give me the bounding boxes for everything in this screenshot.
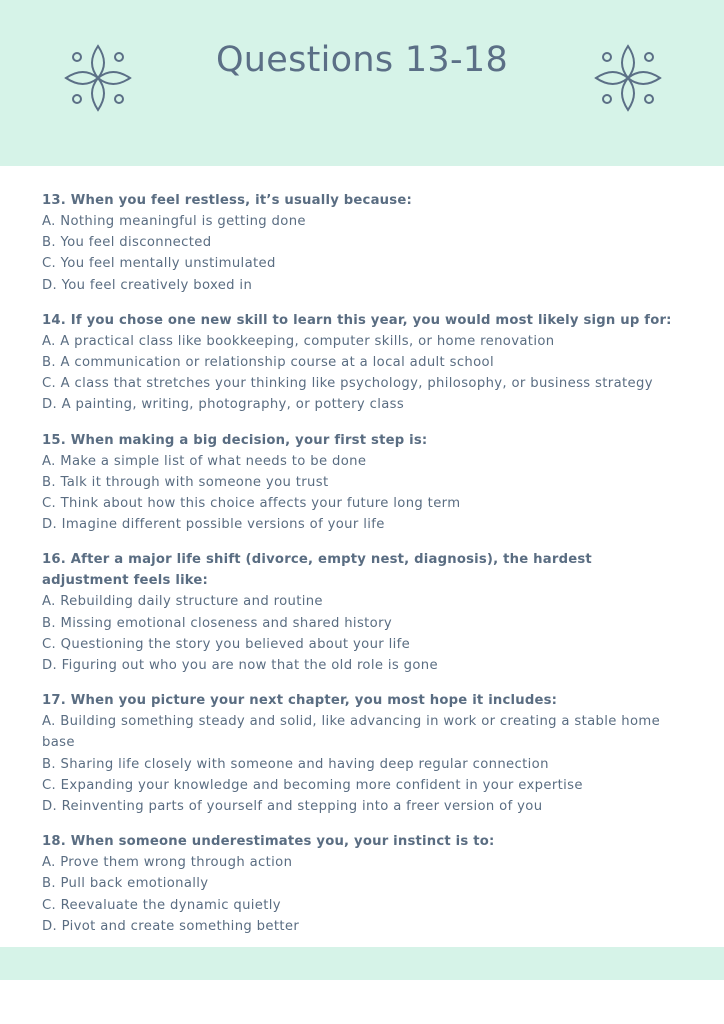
answer-option: A. Rebuilding daily structure and routine (42, 594, 323, 610)
answer-option: C. Reevaluate the dynamic quietly (42, 897, 281, 913)
question-block-15 (42, 430, 682, 536)
answer-option: B. Missing emotional closeness and shared history (42, 615, 393, 631)
answer-option: D. A painting, writing, photography, or pottery class (42, 397, 405, 413)
question-text: 16. After a major life shift (divorce, empty nest, diagnosis), the hardest adjustment feels like: (42, 552, 592, 589)
answer-option: D. Figuring out who you are now that the old role is gone (42, 658, 438, 674)
answer-option: D. You feel creatively boxed in (42, 277, 253, 293)
page-title: Questions 13-18 (215, 40, 509, 80)
question-text: 13. When you feel restless, it’s usually because: (42, 193, 412, 208)
header-band (0, 0, 724, 166)
question-block-13 (42, 190, 682, 296)
answer-option: A. A practical class like bookkeeping, computer skills, or home renovation (42, 333, 555, 349)
answer-option: C. A class that stretches your thinking like psychology, philosophy, or business strategy (42, 376, 653, 392)
question-text: 17. When you picture your next chapter, you most hope it includes: (42, 693, 558, 709)
answer-option: B. Pull back emotionally (42, 876, 209, 892)
floral-ornament-icon (592, 42, 664, 114)
answer-option: A. Nothing meaningful is getting done (42, 214, 306, 229)
question-block-18 (42, 831, 682, 937)
questions-list (42, 190, 682, 951)
question-block-14 (42, 310, 682, 416)
answer-option: C. Think about how this choice affects your future long term (42, 496, 461, 512)
question-block-16 (42, 549, 682, 676)
answer-option: C. Questioning the story you believed about your life (42, 636, 411, 652)
answer-option: B. A communication or relationship course at a local adult school (42, 355, 494, 371)
answer-option: A. Make a simple list of what needs to be done (42, 453, 367, 469)
answer-option: B. Talk it through with someone you trust (42, 474, 329, 490)
question-block-17 (42, 690, 682, 817)
answer-option: D. Reinventing parts of yourself and stepping into a freer version of you (42, 799, 543, 815)
question-text: 18. When someone underestimates you, your instinct is to: (42, 834, 495, 850)
answer-option: D. Imagine different possible versions of your life (42, 517, 385, 533)
footer-band (0, 947, 724, 980)
answer-option: A. Building something steady and solid, like advancing in work or creating a stable home base (42, 714, 661, 751)
answer-option: C. Expanding your knowledge and becoming more confident in your expertise (42, 777, 583, 793)
question-text: 15. When making a big decision, your first step is: (42, 432, 428, 448)
answer-option: C. You feel mentally unstimulated (42, 256, 276, 272)
question-text: 14. If you chose one new skill to learn this year, you would most likely sign up for: (42, 312, 672, 328)
answer-option: D. Pivot and create something better (42, 918, 300, 934)
answer-option: B. You feel disconnected (42, 235, 212, 251)
answer-option: A. Prove them wrong through action (42, 855, 293, 871)
answer-option: B. Sharing life closely with someone and having deep regular connection (42, 756, 549, 772)
